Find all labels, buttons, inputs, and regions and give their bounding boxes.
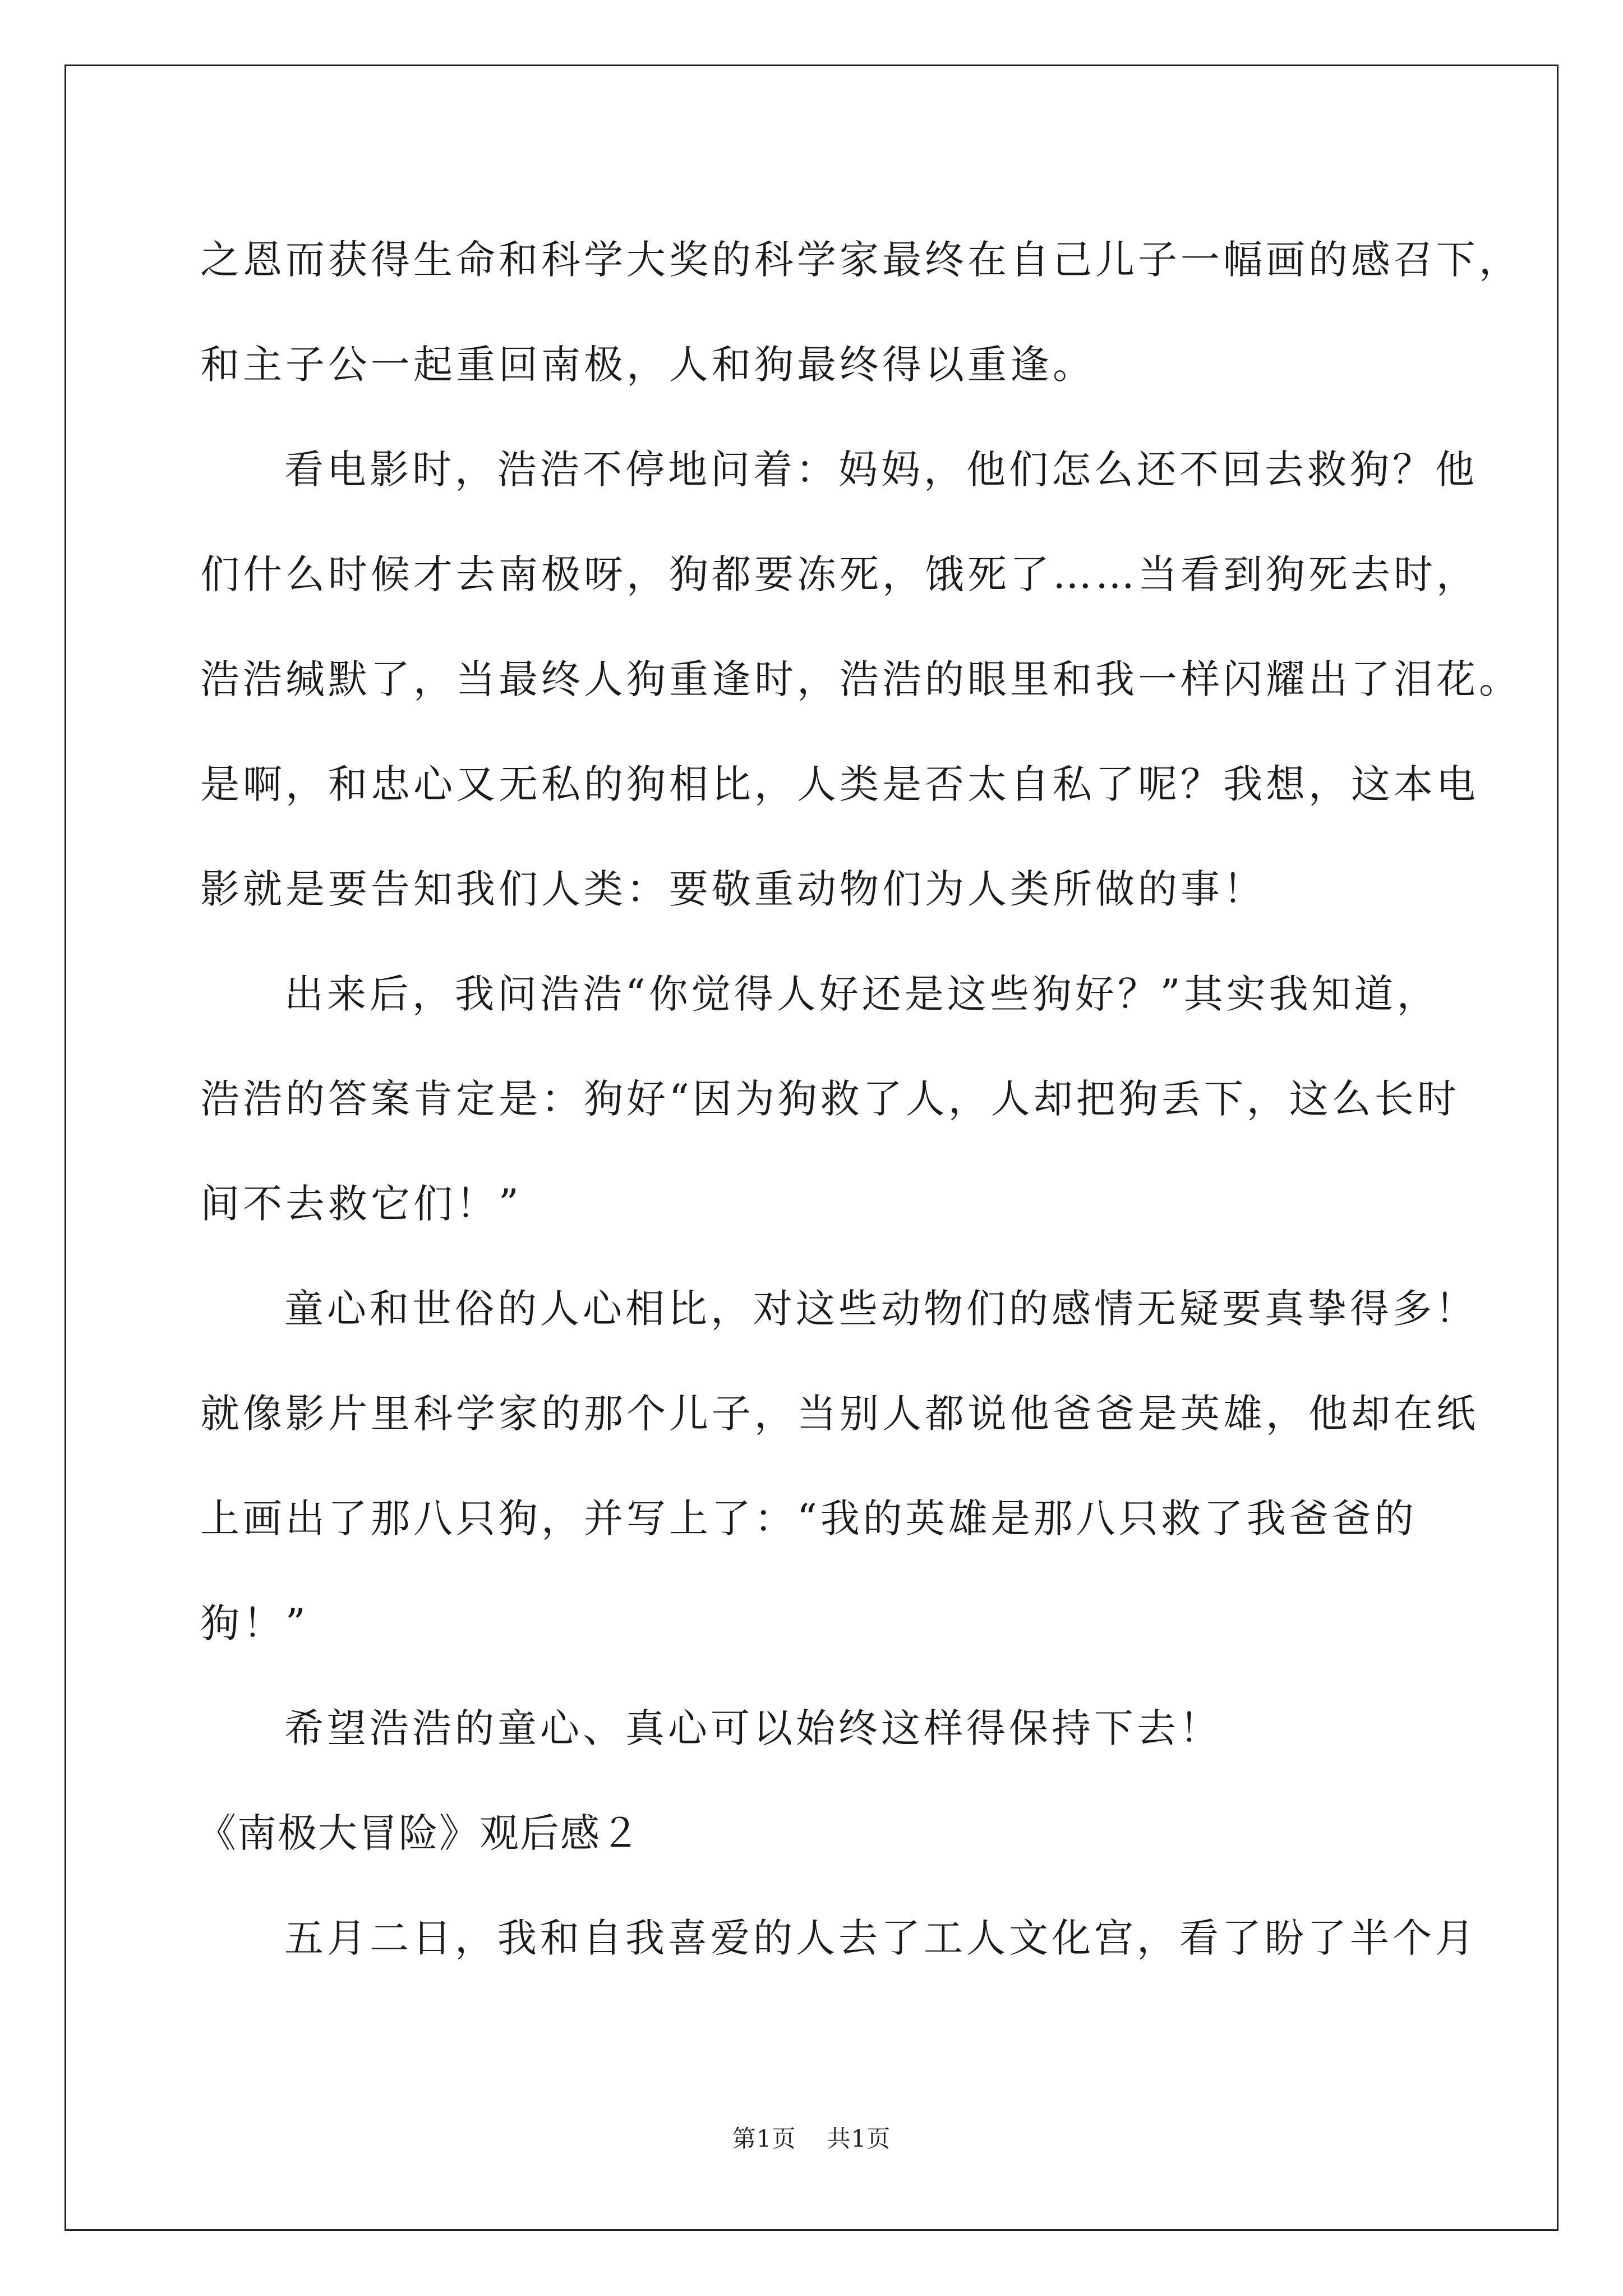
paragraph-start-line: 童心和世俗的人心相比，对这些动物们的感情无疑要真挚得多！ — [284, 1286, 1478, 1332]
text-line: 之恩而获得生命和科学大奖的科学家最终在自己儿子一幅画的感召下， — [200, 237, 1521, 283]
page-total: 共1页 — [827, 2125, 891, 2152]
text-line: 们什么时候才去南极呀，狗都要冻死，饿死了……当看到狗死去时， — [200, 551, 1479, 597]
paragraph-start-line: 出来后，我问浩浩“你觉得人好还是这些狗好？”其实我知道， — [284, 971, 1440, 1017]
section-title: 《南极大冒险》观后感２ — [197, 1810, 641, 1856]
text-line: 浩浩缄默了，当最终人狗重逢时，浩浩的眼里和我一样闪耀出了泪花。 — [200, 656, 1521, 702]
text-line: 上画出了那八只狗，并写上了：“我的英雄是那八只救了我爸爸的 — [200, 1496, 1417, 1542]
paragraph-start-line: 希望浩浩的童心、真心可以始终这样得保持下去！ — [284, 1705, 1222, 1751]
page-footer — [0, 2120, 1623, 2154]
text-line: 影就是要告知我们人类：要敬重动物们为人类所做的事！ — [200, 866, 1266, 912]
text-line: 间不去救它们！” — [200, 1181, 522, 1227]
text-line: 浩浩的答案肯定是：狗好“因为狗救了人，人却把狗丢下，这么长时 — [200, 1076, 1460, 1122]
document-body — [197, 208, 1521, 1991]
text-line: 和主子公一起重回南极，人和狗最终得以重逢。 — [200, 342, 1095, 388]
text-line: 狗！” — [200, 1600, 309, 1646]
page-number: 第1页 — [732, 2125, 796, 2152]
paragraph-start-line: 五月二日，我和自我喜爱的人去了工人文化宫，看了盼了半个月 — [284, 1915, 1478, 1961]
text-line: 是啊，和忠心又无私的狗相比，人类是否太自私了呢？我想，这本电 — [200, 761, 1479, 807]
paragraph-start-line: 看电影时，浩浩不停地问着：妈妈，他们怎么还不回去救狗？他 — [284, 447, 1478, 493]
text-line: 就像影片里科学家的那个儿子，当别人都说他爸爸是英雄，他却在纸 — [200, 1391, 1479, 1437]
